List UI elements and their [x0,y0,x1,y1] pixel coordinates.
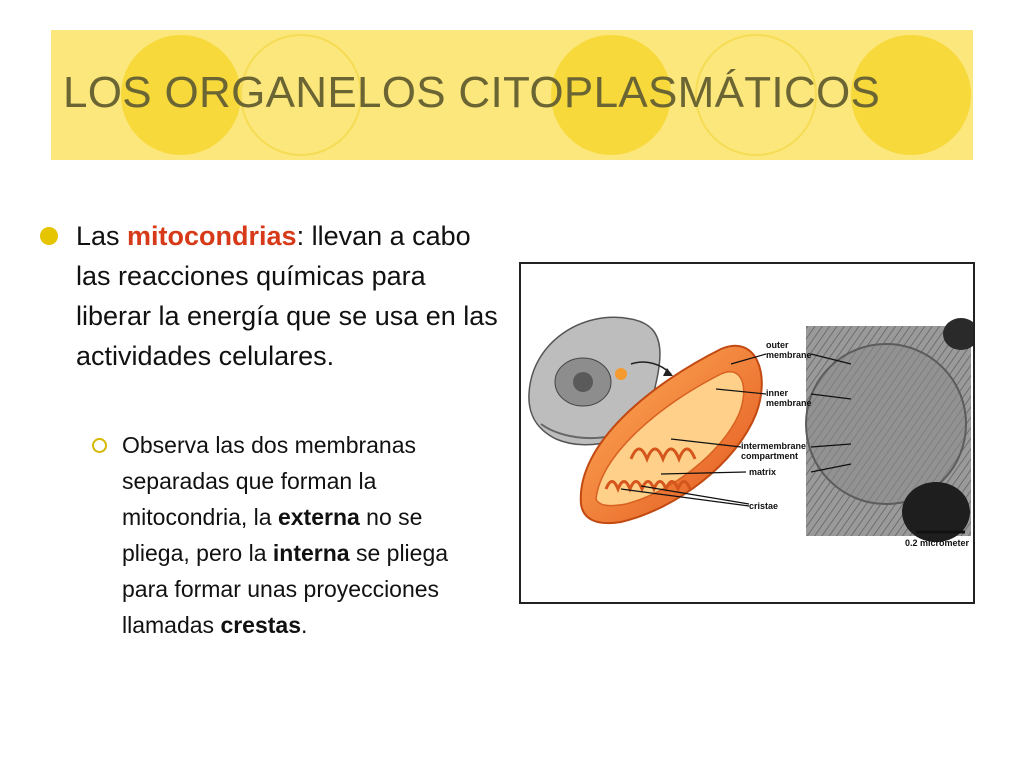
sub-text-1: Observa las dos membranas separadas que forman la mitocondria, la [122,432,417,530]
mitochondria-illustration [521,264,973,602]
term-interna: interna [272,540,350,566]
sub-bullet [92,427,492,643]
main-bullet [40,216,500,376]
term-crestas: crestas [220,612,302,638]
label-matrix: matrix [749,467,777,477]
sub-text-4: . [301,612,308,638]
sub-bullet-text [122,427,492,643]
main-bullet-text [76,216,500,376]
label-outer-membrane: outer membrane [766,340,812,360]
label-inner-membrane: inner membrane [766,388,812,408]
bullet-dot-icon [40,227,58,245]
term-externa: externa [277,504,360,530]
title-banner [51,30,973,160]
label-cristae: cristae [749,501,779,511]
sub-text-3: se pliega para formar unas proyecciones llamadas [122,540,449,638]
mitochondria-figure [519,262,975,604]
label-intermembrane-compartment: intermembrane compartment [741,441,807,461]
term-mitocondrias: mitocondrias [127,221,297,251]
main-bullet-rest: : llevan a cabo las reacciones químicas para liberar la energía que se usa en las actividades celulares. [76,221,498,371]
slide-title: LOS ORGANELOS CITOPLASMÁTICOS [63,68,881,117]
main-bullet-lead: Las [76,221,128,251]
label-scale-bar: 0.2 micrometer [905,538,970,548]
sub-text-2: no se pliega, pero la [122,504,423,566]
electron-micrograph [806,318,973,542]
bullet-ring-icon [92,438,107,453]
